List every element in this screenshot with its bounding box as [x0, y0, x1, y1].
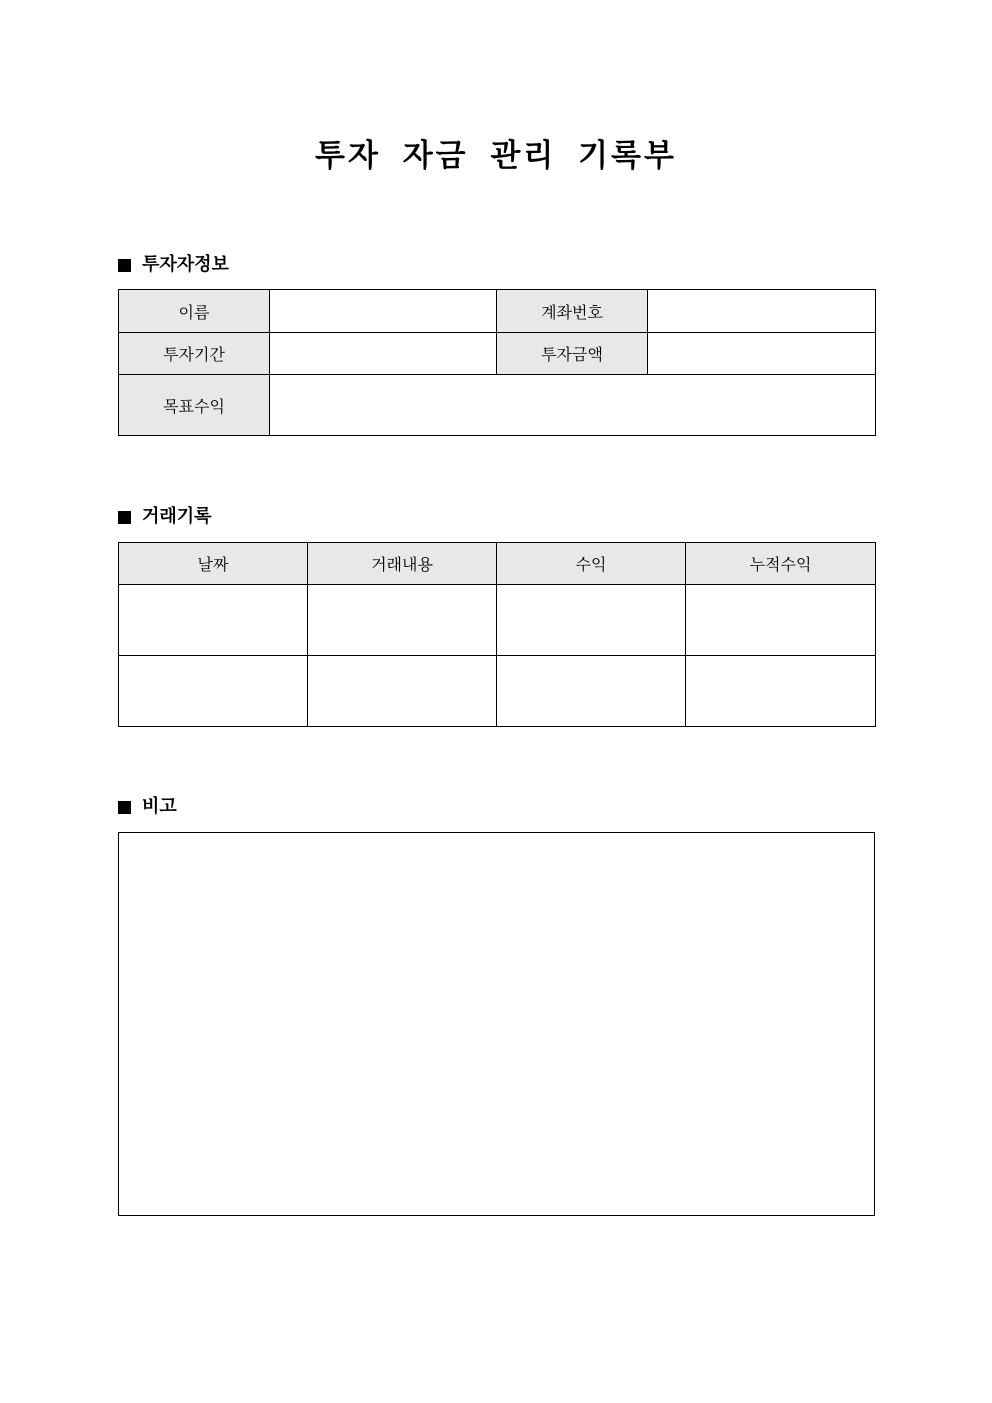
table-row: [119, 656, 876, 727]
column-header-cumulative-profit: 누적수익: [686, 543, 876, 585]
table-cell[interactable]: [497, 585, 686, 656]
section-label-investor-info: 투자자정보: [142, 254, 229, 275]
square-bullet-icon: [118, 801, 131, 814]
section-label-transactions: 거래기록: [142, 506, 212, 527]
remarks-box[interactable]: [118, 832, 875, 1216]
table-cell[interactable]: [686, 585, 876, 656]
column-header-date: 날짜: [119, 543, 308, 585]
table-cell[interactable]: [308, 656, 497, 727]
investor-info-table: [118, 289, 876, 436]
account-label: 계좌번호: [497, 290, 648, 333]
column-header-profit: 수익: [497, 543, 686, 585]
table-cell[interactable]: [497, 656, 686, 727]
amount-label: 투자금액: [497, 333, 648, 375]
target-label: 목표수익: [119, 375, 270, 436]
square-bullet-icon: [118, 259, 131, 272]
table-cell[interactable]: [686, 656, 876, 727]
name-value[interactable]: [270, 290, 497, 333]
table-row: [119, 585, 876, 656]
account-value[interactable]: [648, 290, 876, 333]
table-cell[interactable]: [119, 585, 308, 656]
section-investor-info: [118, 253, 229, 277]
square-bullet-icon: [118, 511, 131, 524]
section-transactions: [118, 505, 212, 529]
document-title: 투자 자금 관리 기록부: [315, 138, 677, 174]
target-value[interactable]: [270, 375, 876, 436]
period-value[interactable]: [270, 333, 497, 375]
transactions-table: [118, 542, 876, 727]
amount-value[interactable]: [648, 333, 876, 375]
table-cell[interactable]: [119, 656, 308, 727]
section-remarks: [118, 795, 177, 819]
column-header-description: 거래내용: [308, 543, 497, 585]
section-label-remarks: 비고: [142, 796, 177, 817]
name-label: 이름: [119, 290, 270, 333]
period-label: 투자기간: [119, 333, 270, 375]
table-cell[interactable]: [308, 585, 497, 656]
